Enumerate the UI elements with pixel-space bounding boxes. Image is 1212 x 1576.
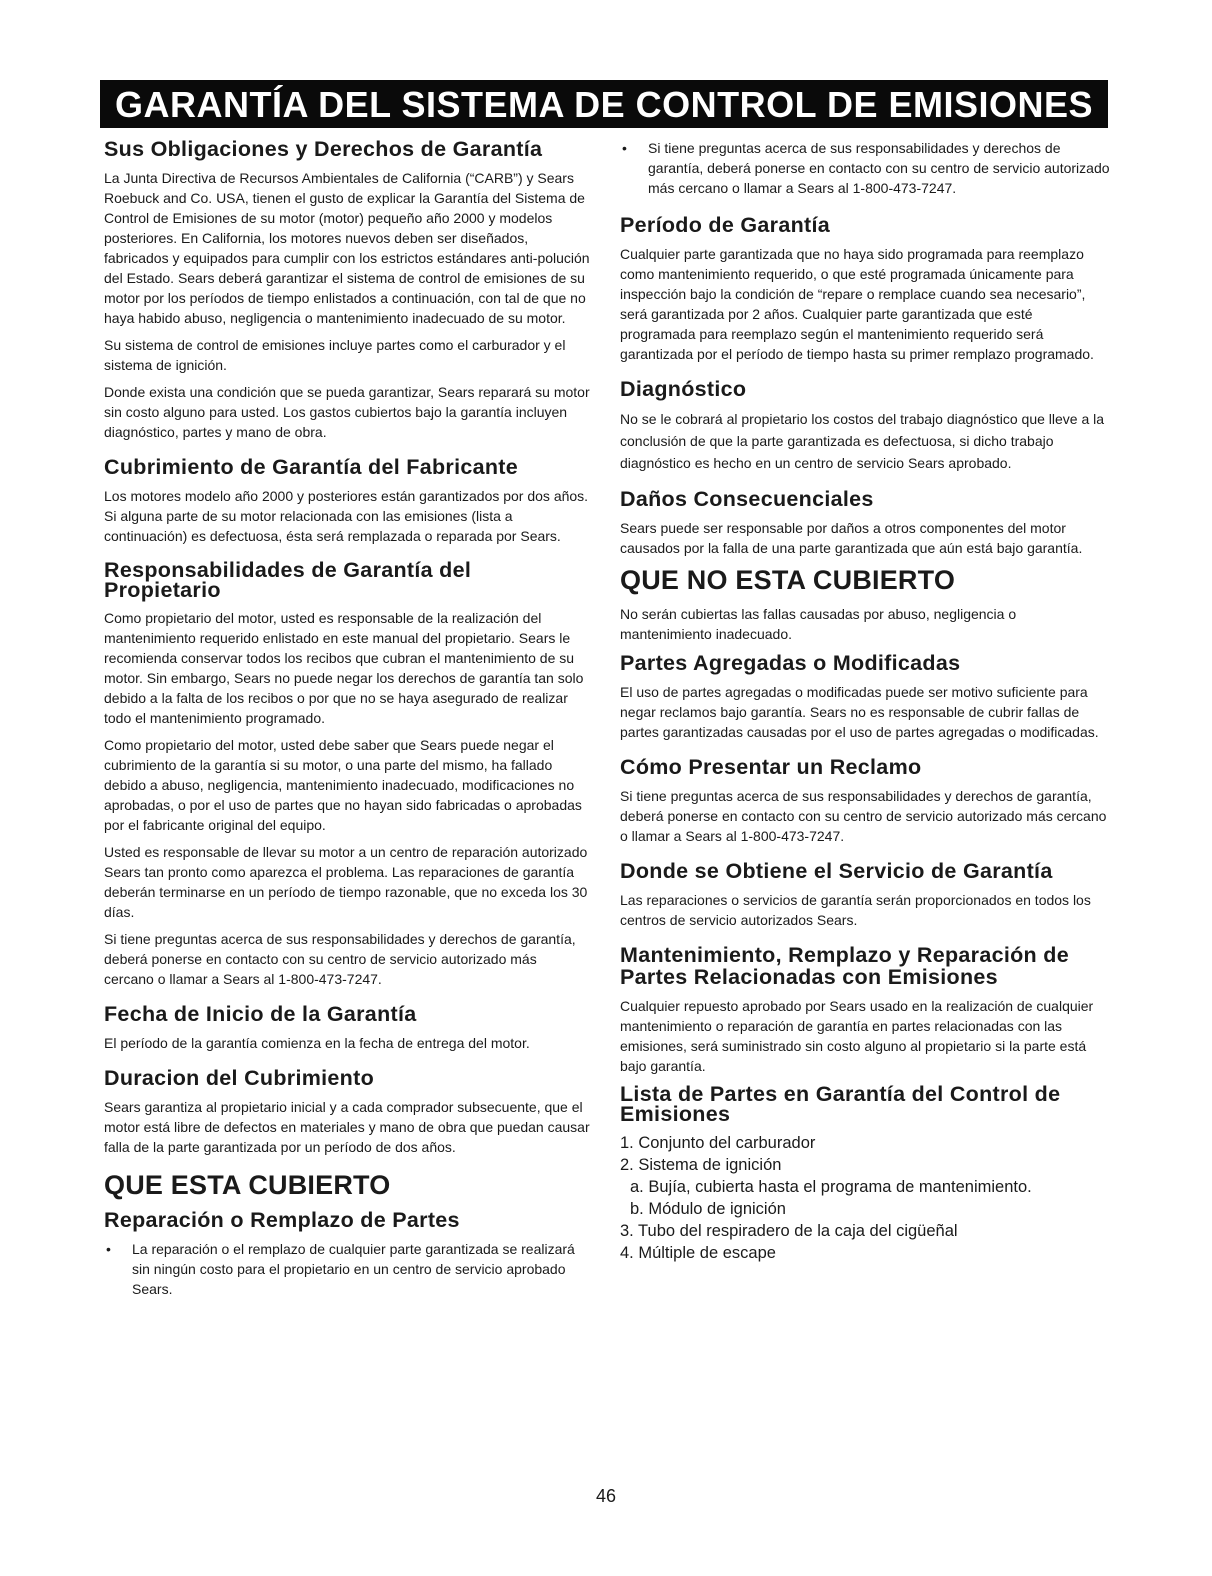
section-title: Daños Consecuenciales (620, 487, 874, 511)
paragraph: No se le cobrará al propietario los costos del trabajo diagnóstico que lleve a la conclusión de que la parte garantizada es defectuosa, si dicho trabajo diagnóstico es hecho en un centro de servicio Sears aprobado. (620, 411, 1105, 471)
list-item: b. Módulo de ignición (630, 1200, 786, 1218)
paragraph: Cualquier repuesto aprobado por Sears usado en la realización de cualquier mantenimiento o reparación de garantía en partes relacionadas con las emisiones, será suministrado sin costo alguno al propietario si la parte está bajo garantía. (620, 998, 1094, 1074)
section-lista-partes (620, 1084, 1110, 1264)
paragraph: Como propietario del motor, usted debe saber que Sears puede negar el cubrimiento de la garantía si su motor, o una parte del mismo, ha fallado debido a abuso, negligencia, mantenimiento inadecuado, modificaciones no aprobadas, o por el uso de partes que no hayan sido fabricadas o aprobadas por el fabricante original del equipo. (104, 737, 582, 833)
section-title: Cubrimiento de Garantía del Fabricante (104, 455, 519, 479)
section-title: Lista de Partes en Garantía del Control de Emisiones (620, 1082, 1061, 1126)
section-title: Cómo Presentar un Reclamo (620, 755, 922, 779)
section-que-no-esta-cubierto (620, 566, 1110, 644)
list-item: 3. Tubo del respiradero de la caja del cigüeñal (620, 1222, 958, 1240)
paragraph: Sears garantiza al propietario inicial y a cada comprador subsecuente, que el motor está libre de defectos en materiales y mano de obra que puedan causar falla de la parte garantizada por un período de dos años. (104, 1099, 590, 1155)
paragraph: La Junta Directiva de Recursos Ambientales de California (“CARB”) y Sears Roebuck and Co. USA, tienen el gusto de explicar la Garantía del Sistema de Control de Emisiones de su motor (motor) pequeño año 2000 y modelos posteriores. En California, los motores nuevos deben ser diseñados, fabricados y equipados para cumplir con los estrictos estándares anti-polución del Estado. Sears deberá garantizar el sistema de control de emisiones de su motor por los períodos de tiempo enlistados a continuación, con tal de que no haya habido abuso, negligencia o mantenimiento inadecuado de su motor. (104, 170, 590, 326)
list-item: 2. Sistema de ignición (620, 1156, 782, 1174)
section-diagnostico (620, 378, 1110, 474)
section-title: Donde se Obtiene el Servicio de Garantía (620, 859, 1053, 883)
section-fecha-inicio (104, 1003, 590, 1053)
paragraph: Usted es responsable de llevar su motor a un centro de reparación autorizado Sears tan pronto como aparezca el problema. Las reparaciones de garantía deberán terminarse en un período de tiempo razonable, que no exceda los 30 días. (104, 844, 588, 920)
paragraph: Como propietario del motor, usted es responsable de la realización del mantenimiento requerido enlistado en este manual del propietario. Sears le recomienda conservar todos los recibos que cubran el mantenimiento de su motor. Sin embargo, Sears no puede negar los derechos de garantía tan solo debido a la falta de los recibos o por que no se haya asegurado de realizar todo el mantenimiento programado. (104, 610, 584, 726)
paragraph: Donde exista una condición que se pueda garantizar, Sears reparará su motor sin costo alguno para usted. Los gastos cubiertos bajo la garantía incluyen diagnóstico, partes y mano de obra. (104, 384, 590, 440)
section-title: Sus Obligaciones y Derechos de Garantía (104, 137, 543, 161)
section-mantenimiento-partes (620, 944, 1110, 1076)
heading-que-esta-cubierto: QUE ESTA CUBIERTO (104, 1170, 391, 1200)
left-column (104, 138, 590, 1313)
heading-que-no-esta-cubierto: QUE NO ESTA CUBIERTO (620, 565, 956, 595)
section-cubrimiento-fabricante (104, 456, 590, 546)
section-title: Responsabilidades de Garantía del Propietario (104, 558, 472, 602)
section-duracion (104, 1067, 590, 1157)
paragraph: Si tiene preguntas acerca de sus responsabilidades y derechos de garantía, deberá ponerse en contacto con su centro de servicio autorizado más cercano o llamar a Sears al 1-800-473-7247. (104, 931, 576, 987)
section-title: Partes Agregadas o Modificadas (620, 651, 961, 675)
section-reparacion-remplazo (104, 1209, 590, 1299)
list-item: 1. Conjunto del carburador (620, 1134, 816, 1152)
bullet-list (620, 138, 1110, 198)
bullet-list (104, 1239, 590, 1299)
list-item: • La reparación o el remplazo de cualquier parte garantizada se realizará sin ningún costo para el propietario en un centro de servicio aprobado Sears. (104, 1239, 590, 1299)
section-title: Diagnóstico (620, 377, 747, 401)
paragraph: Su sistema de control de emisiones incluye partes como el carburador y el sistema de ignición. (104, 337, 566, 373)
section-title: Fecha de Inicio de la Garantía (104, 1002, 417, 1026)
section-periodo (620, 214, 1110, 364)
section-title: Reparación o Remplazo de Partes (104, 1208, 460, 1232)
paragraph: No serán cubiertas las fallas causadas por abuso, negligencia o mantenimiento inadecuado. (620, 606, 1017, 642)
paragraph: Sears puede ser responsable por daños a otros componentes del motor causados por la falla de una parte garantizada que aún está bajo garantía. (620, 520, 1083, 556)
section-title: Duracion del Cubrimiento (104, 1066, 374, 1090)
section-danos (620, 488, 1110, 558)
section-partes-agregadas (620, 652, 1110, 742)
section-responsabilidades (104, 560, 590, 989)
right-column (620, 138, 1110, 1278)
page-number: 46 (595, 1486, 617, 1506)
paragraph: Los motores modelo año 2000 y posteriores están garantizados por dos años. Si alguna parte de su motor relacionada con las emisiones (lista a continuación) es defectuosa, ésta será remplazada o reparada por Sears. (104, 488, 589, 544)
section-obligaciones (104, 138, 590, 442)
list-item: 4. Múltiple de escape (620, 1244, 776, 1262)
section-title: Período de Garantía (620, 213, 831, 237)
parts-list (620, 1132, 1110, 1264)
paragraph: Cualquier parte garantizada que no haya sido programada para reemplazo como mantenimiento requerido, o que esté programada únicamente para inspección bajo la condición de “repare o remplace cuando sea necesario”, será garantizada por 2 años. Cualquier parte garantizada que esté programada para reemplazo según el mantenimiento requerido será garantizada por el período de tiempo hasta su primer remplazo programado. (620, 246, 1094, 362)
section-title: Mantenimiento, Remplazo y Reparación de Partes Relacionadas con Emisiones (620, 943, 1069, 989)
section-donde-servicio (620, 860, 1110, 930)
section-como-reclamar (620, 756, 1110, 846)
page-banner-title: GARANTÍA DEL SISTEMA DE CONTROL DE EMISIONES (100, 80, 1108, 128)
paragraph: El período de la garantía comienza en la fecha de entrega del motor. (104, 1035, 530, 1051)
list-item: • Si tiene preguntas acerca de sus responsabilidades y derechos de garantía, deberá ponerse en contacto con su centro de servicio autorizado más cercano o llamar a Sears al 1-800-473-7247. (620, 138, 1110, 198)
paragraph: El uso de partes agregadas o modificadas puede ser motivo suficiente para negar reclamos bajo garantía. Sears no es responsable de cubrir fallas de partes garantizadas causadas por el uso de partes agregadas o modificadas. (620, 684, 1099, 740)
list-item: a. Bujía, cubierta hasta el programa de mantenimiento. (630, 1178, 1032, 1196)
section-contacto (620, 138, 1110, 198)
paragraph: Si tiene preguntas acerca de sus responsabilidades y derechos de garantía, deberá ponerse en contacto con su centro de servicio autorizado más cercano o llamar a Sears al 1-800-473-7247. (620, 788, 1107, 844)
paragraph: Las reparaciones o servicios de garantía serán proporcionados en todos los centros de servicio autorizados Sears. (620, 892, 1091, 928)
